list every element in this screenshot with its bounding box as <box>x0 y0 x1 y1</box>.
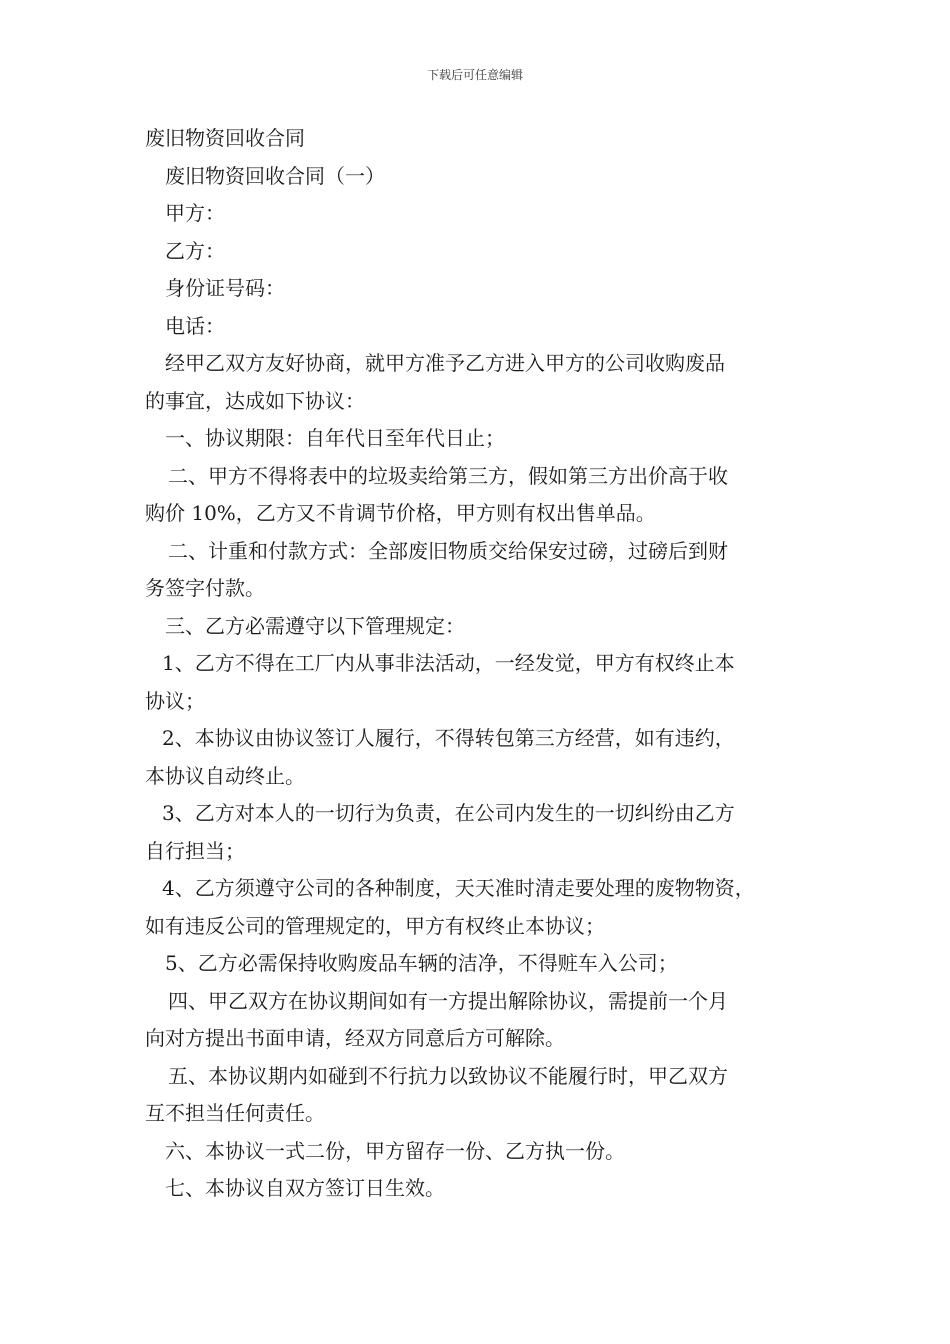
header-note: 下载后可任意编辑 <box>426 68 523 82</box>
text-line: 协议； <box>145 688 205 713</box>
text-line: 七、本协议自双方签订日生效。 <box>165 1176 445 1200</box>
text-line: 经甲乙双方友好协商，就甲方准予乙方进入甲方的公司收购废品 <box>165 351 725 375</box>
text-line: 5、乙方必需保持收购废品车辆的洁净，不得赃车入公司； <box>165 951 678 975</box>
text-line: 自行担当； <box>145 838 245 863</box>
text-line: 身份证号码： <box>165 276 285 300</box>
text-line: 乙方： <box>165 238 225 263</box>
text-line: 务签字付款。 <box>145 576 265 600</box>
document-title: 废旧物资回收合同 <box>145 126 305 150</box>
text-line: 3、乙方对本人的一切行为负责，在公司内发生的一切纠纷由乙方 <box>162 801 735 825</box>
text-line: 电话： <box>165 313 225 338</box>
text-line: 废旧物资回收合同（一） <box>165 163 385 188</box>
text-line: 四、甲乙双方在协议期间如有一方提出解除协议，需提前一个月 <box>168 988 728 1013</box>
text-line: 2、本协议由协议签订人履行，不得转包第三方经营，如有违约， <box>162 726 735 750</box>
text-line: 互不担当任何责任。 <box>145 1101 325 1125</box>
text-line: 的事宜，达成如下协议： <box>145 388 365 413</box>
text-line: 一、协议期限：自年代日至年代日止； <box>165 426 505 450</box>
text-line: 1、乙方不得在工厂内从事非法活动，一经发觉，甲方有权终止本 <box>162 651 735 675</box>
text-line: 本协议自动终止。 <box>145 763 305 788</box>
text-line: 六、本协议一式二份，甲方留存一份、乙方执一份。 <box>165 1138 625 1163</box>
document-body <box>145 120 825 1208</box>
text-line: 如有违反公司的管理规定的，甲方有权终止本协议； <box>145 913 605 938</box>
text-line: 二、甲方不得将表中的垃圾卖给第三方，假如第三方出价高于收 <box>168 463 728 488</box>
text-line: 向对方提出书面申请，经双方同意后方可解除。 <box>145 1026 565 1050</box>
text-line: 甲方： <box>165 201 225 225</box>
text-line: 三、乙方必需遵守以下管理规定： <box>165 613 465 638</box>
text-line: 购价 10%，乙方又不肯调节价格，甲方则有权出售单品。 <box>145 501 656 525</box>
text-line: 二、计重和付款方式：全部废旧物质交给保安过磅，过磅后到财 <box>168 538 728 563</box>
text-line: 4、乙方须遵守公司的各种制度，天天准时清走要处理的废物物资， <box>162 876 755 900</box>
text-line: 五、本协议期内如碰到不行抗力以致协议不能履行时，甲乙双方 <box>168 1063 728 1088</box>
